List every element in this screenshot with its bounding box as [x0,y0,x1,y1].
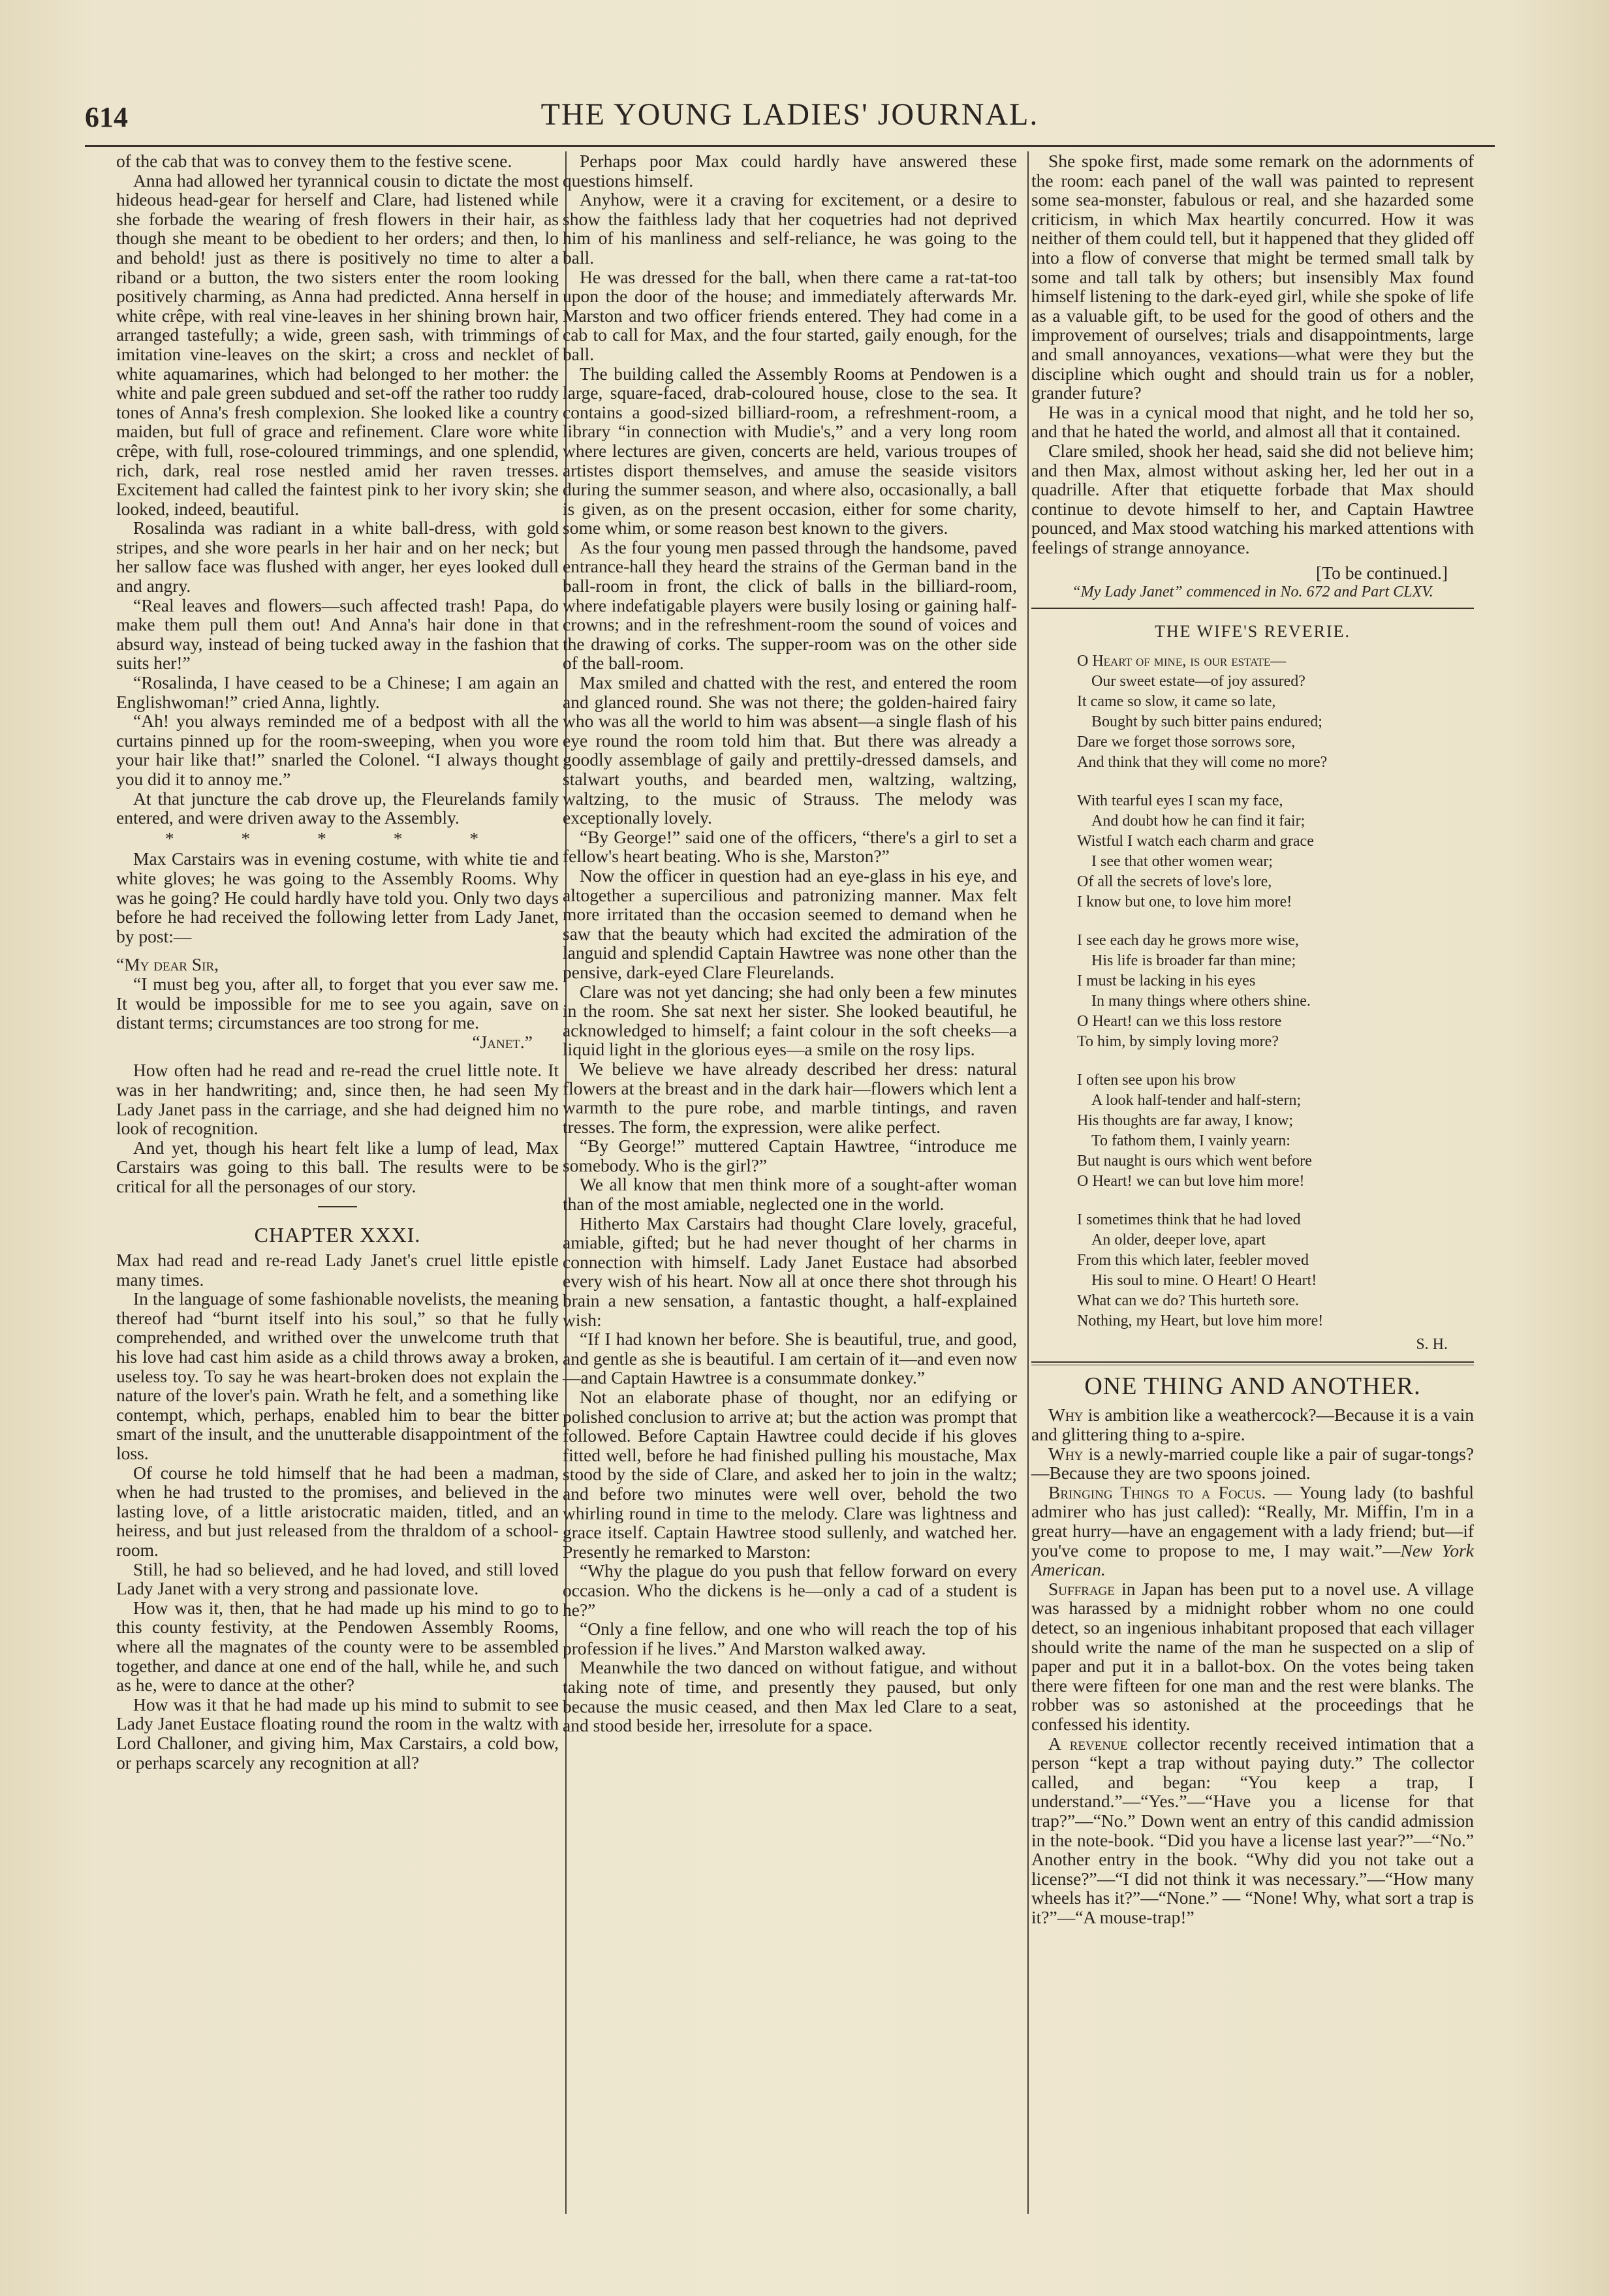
anecdote-lead: Suffrage [1048,1578,1115,1599]
letter-salutation: “My dear Sir, [116,954,219,975]
poem-line: His life is broader far than mine; [1091,952,1296,970]
letter-signature: “Janet.” [472,1031,533,1052]
anecdote [1031,1444,1474,1483]
paragraph: The building called the Assembly Rooms at Pendowen is a large, square-faced, drab-coloured house, close to the sea. It contains a good-sized billiard-room, a refreshment-room, a library “in connection with Mudie's,” and a very long room where lectures are given, concerts are held, various troupes of artistes disport themselves, and amuse the seaside visitors during the summer season, and where also, occasionally, a ball is given, as on the present occasion, either for some charity, some whim, or some reason best known to the givers. [563,363,1017,538]
poem-line: O Heart! can we this loss restore [1077,1013,1282,1031]
anecdote [1031,1579,1474,1734]
chapter-heading: CHAPTER XXXI. [254,1223,421,1247]
paragraph: Max had read and re-read Lady Janet's cruel little epistle many times. [116,1250,559,1290]
journal-title: THE YOUNG LADIES' JOURNAL. [540,97,1039,132]
poem-line: To fathom them, I vainly yearn: [1091,1132,1290,1150]
paragraph: Max smiled and chatted with the rest, and entered the room and glanced round. She was not there; the golden-haired fairy who was all the world to him was absent—a single flash of his eye round the room told him that. But there was already a goodly assemblage of gaily and prettily-dressed damsels, and stalwart youths, and bearded men, waltzing, waltzing, waltzing, to the music of Strauss. The melody was exceptionally lovely. [563,672,1017,828]
poem-line: I see that other women wear; [1091,853,1273,871]
anecdote-text: is a newly-married couple like a pair of sugar-tongs?—Because they are two spoons joined. [1031,1443,1474,1483]
paragraph: We believe we have already described her dress: natural flowers at the breast and in the dark hair—flowers which lent a warmth to the pure robe, and marble tintings, and raven tresses. The form, the expression, were alike perfect. [563,1058,1017,1137]
paragraph: Max Carstairs was in evening costume, with white tie and white gloves; he was going to the Assembly Rooms. Why was he going? He could hardly have told you. Only two days before he had received the following letter from Lady Janet, by post:— [116,848,559,946]
poem-line: What can we do? This hurteth sore. [1077,1292,1300,1310]
paragraph: Now the officer in question had an eye-glass in his eye, and altogether a supercilious and patronizing manner. Max felt more irritated than the occasion seemed to demand when he saw that the beauty which had excited the admiration of the languid and splendid Captain Hawtree was none other than the pensive, dark-eyed Clare Fleurelands. [563,865,1017,982]
poem-line: Dare we forget those sorrows sore, [1077,734,1296,751]
poem-stanza [1077,791,1474,912]
page-number: 614 [85,101,128,133]
poem-line: Wistful I watch each charm and grace [1077,833,1314,850]
poem-line: Of all the secrets of love's lore, [1077,873,1272,891]
poem-line: An older, deeper love, apart [1091,1232,1266,1249]
anecdote-text: collector recently received intimation that a person “kept a trap without paying duty.” The collector called, and began: “You keep a trap, I understand.”—“Yes.”—“Have you a license for that trap?”—“No.” Down went an entry of this candid admission in the note-book. “Did you have a license last year?”—“No.” Another entry in the book. “Why did you not take out a license?”—“I did not think it was necessary.”—“How many wheels has it?”—“None.” — “None! Why, what sort a trap is it?”—“A mouse-trap!” [1031,1733,1474,1927]
anecdote-lead: Bringing Things to a Focus. [1048,1482,1266,1502]
paragraph: Not an elaborate phase of thought, nor an edifying or polished conclusion to arrive at; but the action was prompt that followed. Before Captain Hawtree could decide if his gloves fitted well, before he had finished pulling his moustache, Max stood by the side of Clare, and asked her to join in the waltz; and before two minutes were well over, behold the two whirling round in time to the melody. Clare was lightness and grace itself. Captain Hawtree stood sullenly, and watched her. Presently he remarked to Marston: [563,1387,1017,1562]
poem-line: Nothing, my Heart, but love him more! [1077,1312,1324,1330]
quoted-letter [116,955,559,1051]
paragraph: He was in a cynical mood that night, and he told her so, and that he hated the world, and almost all that it contained. [1031,401,1474,442]
paragraph: “By George!” muttered Captain Hawtree, “introduce me somebody. Who is the girl?” [563,1136,1017,1175]
anecdote-text: in Japan has been put to a novel use. A village was harassed by a midnight robber whom no one could detect, so an ingenious inhabitant proposed that each villager should write the name of the man he suspected on a slip of paper and put it in a ballot-box. On the votes being taken there were fifteen for one man and the rest were blanks. The robber was so astonished at the proceedings that he confessed his identity. [1031,1578,1474,1734]
column-2 [563,151,1017,1735]
paragraph: How was it that he had made up his mind to submit to see Lady Janet Eustace floating round the room in the waltz with Lord Challoner, and giving him, Max Carstairs, a cold bow, or perhaps scarcely any recognition at all? [116,1694,559,1773]
poem-line: I often see upon his brow [1077,1072,1236,1089]
paragraph: of the cab that was to convey them to the festive scene. [116,151,512,171]
paragraph: How often had he read and re-read the cruel little note. It was in her handwriting; and, since then, he had seen My Lady Janet pass in the carriage, and she had deigned him no look of recognition. [116,1060,559,1139]
poem-signature: S. H. [1416,1336,1448,1354]
section-rule [1031,608,1474,609]
paragraph: “If I had known her before. She is beautiful, true, and good, and gentle as she is beautiful. I am certain of it—and even now—and Captain Hawtree is a consummate donkey.” [563,1329,1017,1388]
poem-stanza [1077,651,1474,773]
anecdote [1031,1483,1474,1579]
paragraph: Clare was not yet dancing; she had only been a few minutes in the room. She sat next her sister. She looked beautiful, he acknowledged to himself; a faint colour in the soft cheeks—a liquid light in the glorious eyes—a smile on the rosy lips. [563,981,1017,1060]
anecdote-lead: Why [1048,1404,1084,1425]
poem-stanza [1077,1070,1474,1192]
poem-line: I must be lacking in his eyes [1077,972,1256,990]
poem-line: And think that they will come no more? [1077,754,1328,771]
paragraph: “Real leaves and flowers—such affected trash! Papa, do make them pull them out! And Anna's hair done in that absurd way, instead of being tucked away in the fashion that suits her!” [116,595,559,674]
paragraph: As the four young men passed through the handsome, paved entrance-hall they heard the strains of the German band in the ball-room in front, the click of balls in the billiard-room, where indefatigable players were busily losing or gaining half-crowns; and in the refreshment-room the sound of voices and the drawing of corks. The supper-room was on the other side of the ball-room. [563,536,1017,674]
poem-line: Bought by such bitter pains endured; [1091,713,1322,731]
section-rule-double [1031,1361,1474,1365]
paragraph: Hitherto Max Carstairs had thought Clare lovely, graceful, amiable, gifted; but he had never thought of her charms in connection with himself. Lady Janet Eustace had absorbed every wish of his heart. Now all at once there shot through his brain a new sensation, a fantastic thought, a half-explained wish: [563,1213,1017,1330]
paragraph: Rosalinda was radiant in a white ball-dress, with gold stripes, and she wore pearls in her hair and on her neck; but her sallow face was flushed with anger, her eyes looked dull and angry. [116,518,559,597]
poem-line: I know but one, to love him more! [1077,893,1292,911]
paragraph: Anna had allowed her tyrannical cousin to dictate the most hideous head-gear for herself and Clare, had listened while she forbade the wearing of fresh flowers in their hair, as though she meant to be obedient to her orders; and then, lo and behold! just as there is positively no time to alter a riband or a button, the two sisters enter the room looking positively charming, as Anna had predicted. Anna herself in white crêpe, with real vine-leaves in her shining brown hair, arranged tastefully; a wide, green sash, with trimmings of imitation vine-leaves on the skirt; a cross and necklet of white aquamarines, which had belonged to her mother: the white and pale green subdued and set-off the rather too ruddy tones of Anna's fresh complexion. She looked like a country maiden, but full of grace and refinement. Clare wore white crêpe, with full, rose-coloured trimmings, and one splendid, rich, dark, real rose nestled amid her raven tresses. Excitement had called the faintest pink to her ivory skin; she looked, indeed, beautiful. [116,170,559,519]
poem-line: His soul to mine. O Heart! O Heart! [1091,1272,1317,1290]
header-rule [85,145,1495,147]
paragraph: Meanwhile the two danced on without fatigue, and without taking note of time, and presently they paused, but only because the music ceased, and then Max led Clare to a seat, and stood beside her, irresolute for a space. [563,1657,1017,1736]
to-be-continued: [To be continued.] [1316,563,1448,583]
paragraph: “Ah! you always reminded me of a bedpost with all the curtains pinned up for the room-sweeping, when you wore your hair like that!” snarled the Colonel. “I always thought you did it to annoy me.” [116,711,559,789]
column-1 [116,151,559,1772]
column-3 [1031,151,1474,1927]
poem-line: I sometimes think that he had loved [1077,1211,1301,1229]
poem-line: And doubt how he can find it fair; [1091,813,1305,830]
poem-stanza [1077,931,1474,1052]
letter-body: “I must beg you, after all, to forget that you ever saw me. It would be impossible for me to see you again, save on distant terms; circumstances are too strong for me. [116,973,559,1033]
short-rule [318,1206,357,1207]
anecdote-text: — Young lady (to bashful admirer who has just called): “Really, Mr. Miffin, I'm in a great hurry—have an engagement with a lady friend; but—if you've come to propose to me, I may wait.”— [1031,1482,1474,1560]
poem-line: Our sweet estate—of joy assured? [1091,673,1305,690]
poem-line: From this which later, feebler moved [1077,1252,1309,1269]
paragraph: She spoke first, made some remark on the adornments of the room: each panel of the wall was painted to represent some sea-monster, fabulous or real, and she hazarded some criticism, in which Max heartily concurred. How it was neither of them could tell, but it happened that they glided off into a flow of converse that might be termed small talk by some and tall talk by others; but insensibly Max found himself listening to the dark-eyed girl, while she spoke of life as a valuable gift, to be used for the good of others and the improvement of ourselves; trials and disappointments, large and small annoyances, vexations—what were they but the discipline which ought and should train us for a nobler, grander future? [1031,151,1474,403]
paragraph: And yet, though his heart felt like a lump of lead, Max Carstairs was going to this ball. The results were to be critical for all the personages of our story. [116,1137,559,1196]
poem-line: It came so slow, it came so late, [1077,693,1276,711]
paragraph: “Rosalinda, I have ceased to be a Chinese; I am again an Englishwoman!” cried Anna, lightly. [116,672,559,712]
paragraph: Clare smiled, shook her head, said she did not believe him; and then Max, almost without asking her, led her out in a quadrille. After that etiquette forbade that Max should continue to devote himself to her, and Captain Hawtree pounced, and Max stood watching his marked attentions with feelings of strange annoyance. [1031,440,1474,557]
poem-line: But naught is ours which went before [1077,1153,1312,1170]
paragraph: “Why the plague do you push that fellow forward on every occasion. Who the dickens is he—only a cad of a student is he?” [563,1560,1017,1620]
anecdote-lead: A revenue [1048,1733,1128,1754]
poem-stanza [1077,1210,1474,1331]
anecdote [1031,1405,1474,1444]
anecdote-source: New York American. [1031,1540,1474,1580]
paragraph: Perhaps poor Max could hardly have answered these questions himself. [563,151,1017,191]
poem-title: THE WIFE'S REVERIE. [1154,621,1351,641]
paragraph: Anyhow, were it a craving for excitement, or a desire to show the faithless lady that her coquetries had not deprived him of his manliness and self-reliance, he was going to the ball. [563,189,1017,268]
poem-line: A look half-tender and half-stern; [1091,1092,1302,1109]
paragraph: How was it, then, that he had made up his mind to go to this county festivity, at the Pendowen Assembly Rooms, where all the magnates of the county were to be assembled together, and dance at one end of the hall, while he, and such as he, were to dance at the other? [116,1597,559,1696]
paragraph: Still, he had so believed, and he had loved, and still loved Lady Janet with a very strong and passionate love. [116,1559,559,1599]
paragraph: Of course he told himself that he had been a madman, when he had trusted to the promises, and believed in the lasting love, of a little aristocratic maiden, titled, and an heiress, and but just released from the thraldom of a school-room. [116,1462,559,1560]
column-divider-2 [1027,151,1029,2214]
paragraph: “Only a fine fellow, and one who will reach the top of his profession if he lives.” And Marston walked away. [563,1619,1017,1658]
poem-line: With tearful eyes I scan my face, [1077,792,1283,810]
paragraph: In the language of some fashionable novelists, the meaning thereof had “burnt itself into his soul,” so that he fully comprehended, and writhed over the unwelcome truth that his love had cast him aside as a child throws away a broken, useless toy. To say he was heart-broken does not explain the nature of the lover's pain. Wrath he felt, and a something like contempt, which, perhaps, enabled him to bear the bitter smart of the insult, and the unutterable disappointment of the loss. [116,1288,559,1463]
poem-line: I see each day he grows more wise, [1077,932,1299,950]
paragraph: “By George!” said one of the officers, “there's a girl to set a fellow's heart beating. Who is she, Marston?” [563,826,1017,867]
paragraph: He was dressed for the ball, when there came a rat-tat-too upon the door of the house; and immediately afterwards Mr. Marston and two officer friends entered. They had come in a cab to call for Max, and the four started, gaily enough, for the ball. [563,266,1017,364]
section-heading: ONE THING AND ANOTHER. [1084,1372,1421,1400]
poem-line: O Heart of mine, is our estate— [1077,653,1287,670]
poem-line: O Heart! we can but love him more! [1077,1173,1305,1190]
poem [1031,651,1474,1331]
page-header [85,97,1495,142]
poem-line: To him, by simply loving more? [1077,1033,1279,1051]
anecdote-lead: Why [1048,1443,1084,1464]
section-break-stars: * * * * * [164,828,510,848]
serial-note: “My Lady Janet” commenced in No. 672 and Part CLXV. [1072,583,1433,601]
poem-line: His thoughts are far away, I know; [1077,1112,1294,1130]
anecdote [1031,1734,1474,1927]
paragraph: We all know that men think more of a sought-after woman than of the most amiable, neglected one in the world. [563,1174,1017,1215]
anecdote-text: is ambition like a weathercock?—Because it is a vain and glittering thing to a-spire. [1031,1404,1474,1445]
paragraph: At that juncture the cab drove up, the Fleurelands family entered, and were driven away to the Assembly. [116,788,559,828]
poem-line: In many things where others shine. [1091,993,1311,1010]
